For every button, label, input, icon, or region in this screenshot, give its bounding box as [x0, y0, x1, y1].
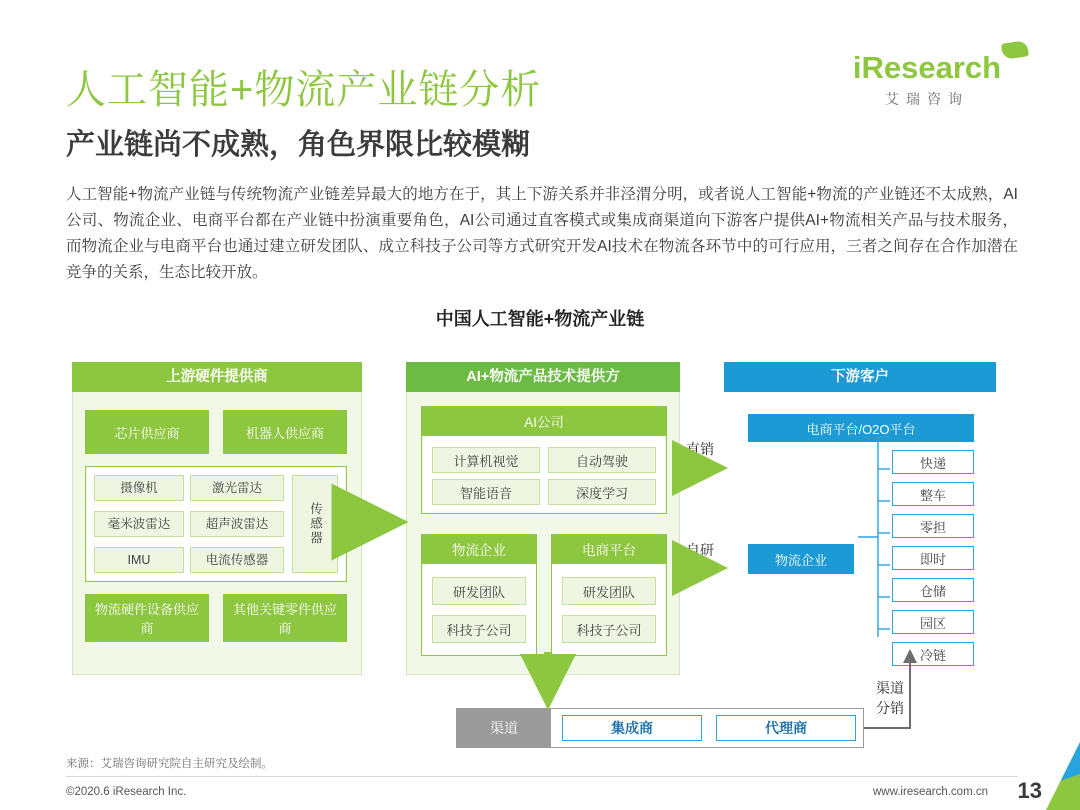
column-upstream	[72, 362, 362, 675]
group-ai-company-title: AI公司	[421, 406, 667, 436]
label-self-developed: 自研自用	[686, 542, 714, 578]
source-note: 来源：艾瑞咨询研究院自主研究及绘制。	[66, 758, 273, 770]
box-logistics-hardware-supplier: 物流硬件设备供应商	[85, 594, 209, 642]
column-middle-header: AI+物流产品技术提供方	[406, 362, 680, 392]
item-le-rd-team: 研发团队	[432, 577, 526, 605]
box-cold-chain: 冷链	[892, 642, 974, 666]
box-instant: 即时	[892, 546, 974, 570]
sensor-current-sensor: 电流传感器	[190, 547, 284, 573]
box-chip-supplier: 芯片供应商	[85, 410, 209, 454]
group-ecommerce-platform-title: 电商平台	[551, 534, 667, 564]
item-computer-vision: 计算机视觉	[432, 447, 540, 473]
sensor-group	[85, 466, 347, 582]
column-middle-body	[406, 392, 680, 675]
industry-chain-diagram	[0, 340, 1080, 760]
column-upstream-header: 上游硬件提供商	[72, 362, 362, 392]
label-direct-sales: 直销	[686, 441, 714, 457]
sensor-lidar: 激光雷达	[190, 475, 284, 501]
logo-swoosh-icon	[1001, 40, 1029, 59]
page-subtitle: 产业链尚不成熟，角色界限比较模糊	[66, 129, 531, 161]
copyright-text: ©2020.6 iResearch Inc.	[66, 786, 187, 798]
item-smart-voice: 智能语音	[432, 479, 540, 505]
group-logistics-enterprise-title: 物流企业	[421, 534, 537, 564]
item-ec-tech-subsidiary: 科技子公司	[562, 615, 656, 643]
website-url: www.iresearch.com.cn	[872, 786, 988, 798]
column-downstream-body	[724, 392, 996, 675]
channel-label: 渠道	[457, 709, 551, 747]
item-autonomous-driving: 自动驾驶	[548, 447, 656, 473]
column-upstream-body	[72, 392, 362, 675]
box-ftl: 整车	[892, 482, 974, 506]
box-ltl: 零担	[892, 514, 974, 538]
body-paragraph: 人工智能+物流产业链与传统物流产业链差异最大的地方在于，其上下游关系并非泾渭分明，或者说人工智能+物流的产业链还不太成熟，AI公司、物流企业、电商平台都在产业链中扮演重要角色，AI公司通过直客模式或集成商渠道向下游客户提供AI+物流相关产品与技术服务，而物流企业与电商平台也通过建立研发团队、成立科技子公司等方式研究开发AI技术在物流各环节中的可行应用，三者之间存在合作加潜在竞争的关系，生态比较开放。	[66, 186, 1018, 281]
iresearch-logo	[832, 52, 1022, 109]
box-ecommerce-o2o-platform: 电商平台/O2O平台	[748, 414, 974, 442]
diagram-title: 中国人工智能+物流产业链	[435, 309, 645, 329]
channel-agent: 代理商	[716, 715, 856, 741]
sensor-group-label: 传感器	[292, 475, 338, 573]
group-logistics-enterprise	[421, 534, 537, 656]
box-park: 园区	[892, 610, 974, 634]
box-other-key-parts-supplier: 其他关键零件供应商	[223, 594, 347, 642]
logo-wordmark: iResearch	[852, 50, 1002, 85]
box-warehouse: 仓储	[892, 578, 974, 602]
label-channel-distribution: 渠道分销	[876, 680, 904, 716]
page-title: 人工智能+物流产业链分析	[66, 68, 542, 112]
item-le-tech-subsidiary: 科技子公司	[432, 615, 526, 643]
logo-chinese-name: 艾瑞咨询	[885, 91, 969, 107]
box-downstream-logistics-enterprise: 物流企业	[748, 544, 854, 574]
page-number: 13	[1017, 778, 1042, 803]
channel-integrator: 集成商	[562, 715, 702, 741]
item-deep-learning: 深度学习	[548, 479, 656, 505]
sensor-mmwave-radar: 毫米波雷达	[94, 511, 184, 537]
group-ecommerce-platform	[551, 534, 667, 656]
sensor-imu: IMU	[94, 547, 184, 573]
group-ai-company	[421, 406, 667, 514]
column-middle	[406, 362, 680, 675]
item-ec-rd-team: 研发团队	[562, 577, 656, 605]
footer-divider	[66, 776, 1018, 777]
box-express: 快递	[892, 450, 974, 474]
column-downstream-header: 下游客户	[724, 362, 996, 392]
column-downstream	[724, 362, 996, 675]
sensor-ultrasonic-radar: 超声波雷达	[190, 511, 284, 537]
box-robot-supplier: 机器人供应商	[223, 410, 347, 454]
sensor-camera: 摄像机	[94, 475, 184, 501]
